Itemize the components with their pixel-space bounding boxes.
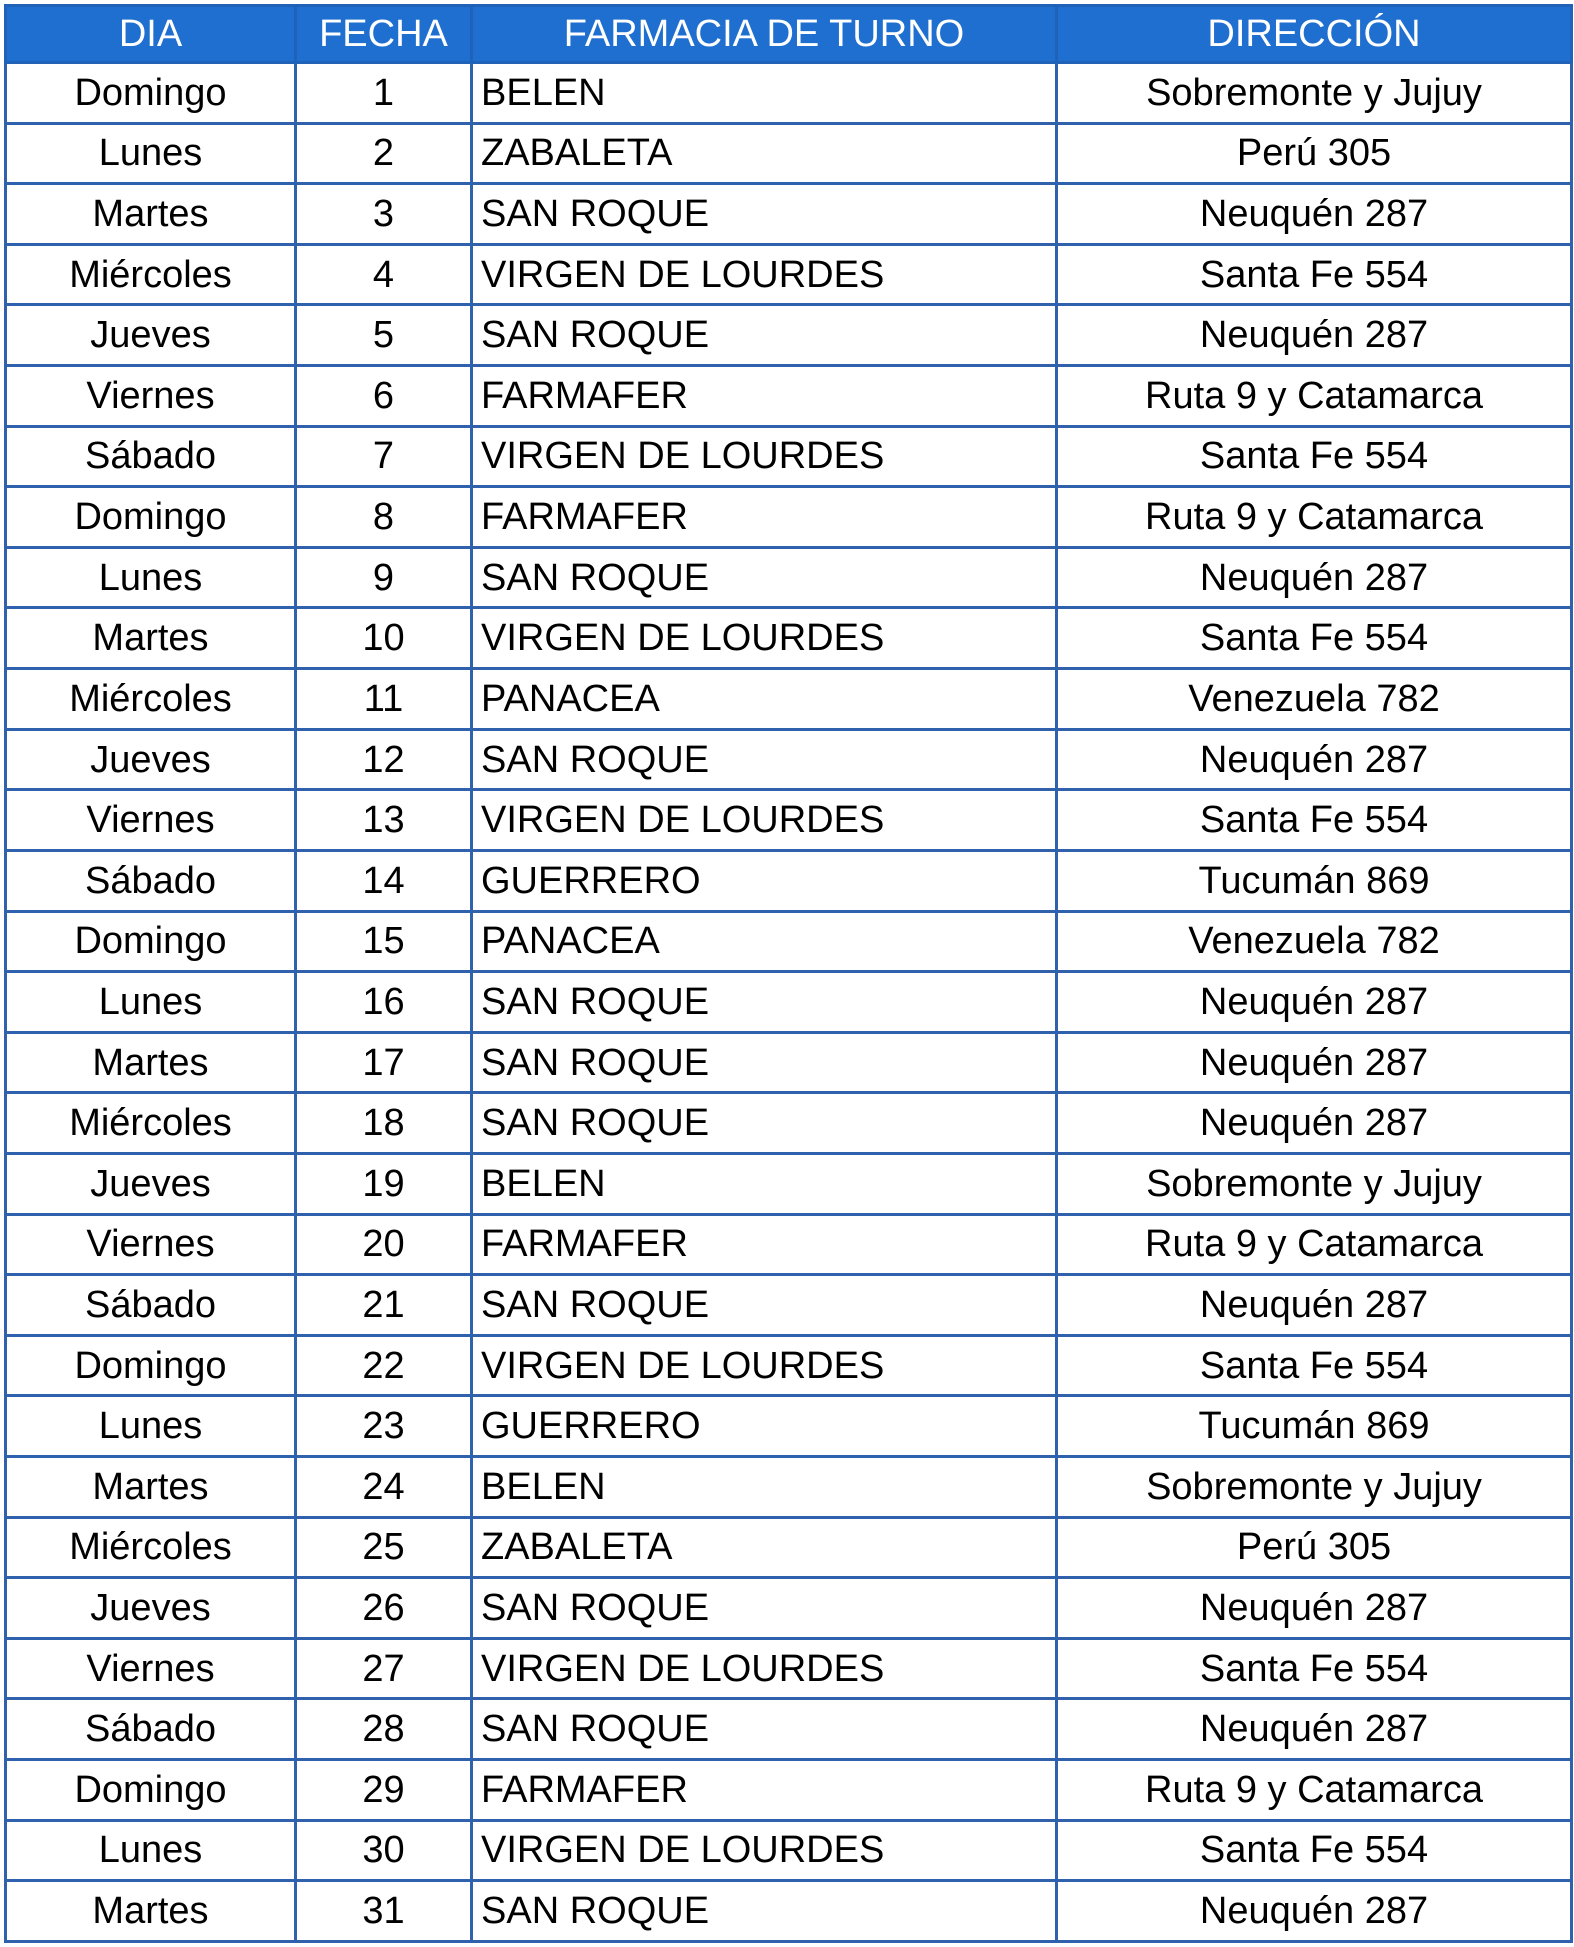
cell-dia: Jueves: [6, 1578, 296, 1639]
cell-fecha: 14: [296, 850, 472, 911]
cell-farmacia: VIRGEN DE LOURDES: [472, 1820, 1057, 1881]
cell-fecha: 24: [296, 1457, 472, 1518]
cell-direccion: Neuquén 287: [1057, 305, 1572, 366]
cell-farmacia: SAN ROQUE: [472, 547, 1057, 608]
cell-direccion: Sobremonte y Jujuy: [1057, 1153, 1572, 1214]
table-row: [6, 608, 1572, 669]
table-header: [6, 6, 1572, 63]
cell-farmacia: FARMAFER: [472, 1214, 1057, 1275]
cell-fecha: 5: [296, 305, 472, 366]
cell-fecha: 19: [296, 1153, 472, 1214]
cell-dia: Miércoles: [6, 1517, 296, 1578]
cell-dia: Lunes: [6, 972, 296, 1033]
cell-dia: Miércoles: [6, 244, 296, 305]
cell-farmacia: ZABALETA: [472, 1517, 1057, 1578]
cell-dia: Viernes: [6, 366, 296, 427]
cell-direccion: Ruta 9 y Catamarca: [1057, 366, 1572, 427]
cell-dia: Martes: [6, 1881, 296, 1942]
cell-direccion: Santa Fe 554: [1057, 1638, 1572, 1699]
table-row: [6, 305, 1572, 366]
table-row: [6, 1214, 1572, 1275]
cell-fecha: 16: [296, 972, 472, 1033]
cell-farmacia: ZABALETA: [472, 123, 1057, 184]
cell-direccion: Tucumán 869: [1057, 850, 1572, 911]
cell-dia: Martes: [6, 184, 296, 245]
cell-direccion: Neuquén 287: [1057, 184, 1572, 245]
cell-dia: Lunes: [6, 1396, 296, 1457]
table-row: [6, 1032, 1572, 1093]
cell-fecha: 15: [296, 911, 472, 972]
cell-farmacia: SAN ROQUE: [472, 729, 1057, 790]
cell-fecha: 23: [296, 1396, 472, 1457]
cell-fecha: 31: [296, 1881, 472, 1942]
cell-farmacia: SAN ROQUE: [472, 1275, 1057, 1336]
cell-fecha: 18: [296, 1093, 472, 1154]
table-row: [6, 669, 1572, 730]
cell-dia: Lunes: [6, 547, 296, 608]
header-dia: DIA: [6, 6, 296, 63]
cell-fecha: 2: [296, 123, 472, 184]
cell-direccion: Santa Fe 554: [1057, 426, 1572, 487]
cell-farmacia: VIRGEN DE LOURDES: [472, 1638, 1057, 1699]
cell-farmacia: VIRGEN DE LOURDES: [472, 790, 1057, 851]
table-row: [6, 487, 1572, 548]
header-row: [6, 6, 1572, 63]
cell-direccion: Ruta 9 y Catamarca: [1057, 1214, 1572, 1275]
cell-farmacia: VIRGEN DE LOURDES: [472, 608, 1057, 669]
cell-fecha: 21: [296, 1275, 472, 1336]
cell-fecha: 3: [296, 184, 472, 245]
table-row: [6, 1638, 1572, 1699]
cell-farmacia: SAN ROQUE: [472, 972, 1057, 1033]
cell-fecha: 1: [296, 63, 472, 124]
cell-dia: Viernes: [6, 1638, 296, 1699]
cell-direccion: Neuquén 287: [1057, 547, 1572, 608]
table-row: [6, 729, 1572, 790]
cell-fecha: 17: [296, 1032, 472, 1093]
table-row: [6, 244, 1572, 305]
table-row: [6, 911, 1572, 972]
cell-dia: Miércoles: [6, 1093, 296, 1154]
cell-farmacia: VIRGEN DE LOURDES: [472, 426, 1057, 487]
cell-direccion: Sobremonte y Jujuy: [1057, 63, 1572, 124]
cell-direccion: Neuquén 287: [1057, 1032, 1572, 1093]
cell-fecha: 10: [296, 608, 472, 669]
cell-fecha: 9: [296, 547, 472, 608]
cell-direccion: Tucumán 869: [1057, 1396, 1572, 1457]
cell-fecha: 30: [296, 1820, 472, 1881]
cell-dia: Viernes: [6, 1214, 296, 1275]
cell-farmacia: VIRGEN DE LOURDES: [472, 244, 1057, 305]
cell-direccion: Santa Fe 554: [1057, 790, 1572, 851]
cell-fecha: 11: [296, 669, 472, 730]
table-row: [6, 1820, 1572, 1881]
cell-direccion: Perú 305: [1057, 1517, 1572, 1578]
cell-farmacia: BELEN: [472, 1457, 1057, 1518]
cell-dia: Lunes: [6, 1820, 296, 1881]
cell-farmacia: SAN ROQUE: [472, 1881, 1057, 1942]
table-row: [6, 1760, 1572, 1821]
cell-direccion: Neuquén 287: [1057, 1275, 1572, 1336]
cell-farmacia: SAN ROQUE: [472, 305, 1057, 366]
cell-fecha: 13: [296, 790, 472, 851]
cell-direccion: Neuquén 287: [1057, 1578, 1572, 1639]
table-row: [6, 1881, 1572, 1942]
cell-dia: Jueves: [6, 1153, 296, 1214]
cell-fecha: 29: [296, 1760, 472, 1821]
cell-dia: Sábado: [6, 850, 296, 911]
cell-dia: Domingo: [6, 911, 296, 972]
cell-direccion: Neuquén 287: [1057, 1881, 1572, 1942]
cell-farmacia: FARMAFER: [472, 487, 1057, 548]
cell-dia: Martes: [6, 1032, 296, 1093]
cell-dia: Domingo: [6, 1760, 296, 1821]
cell-direccion: Venezuela 782: [1057, 911, 1572, 972]
cell-fecha: 4: [296, 244, 472, 305]
cell-farmacia: SAN ROQUE: [472, 1093, 1057, 1154]
cell-farmacia: BELEN: [472, 63, 1057, 124]
cell-farmacia: SAN ROQUE: [472, 1032, 1057, 1093]
cell-farmacia: SAN ROQUE: [472, 184, 1057, 245]
table-row: [6, 850, 1572, 911]
cell-farmacia: FARMAFER: [472, 366, 1057, 427]
cell-dia: Domingo: [6, 487, 296, 548]
header-direccion: DIRECCIÓN: [1057, 6, 1572, 63]
cell-fecha: 27: [296, 1638, 472, 1699]
cell-direccion: Neuquén 287: [1057, 1699, 1572, 1760]
cell-direccion: Sobremonte y Jujuy: [1057, 1457, 1572, 1518]
cell-dia: Viernes: [6, 790, 296, 851]
cell-dia: Sábado: [6, 426, 296, 487]
cell-farmacia: GUERRERO: [472, 1396, 1057, 1457]
cell-fecha: 12: [296, 729, 472, 790]
cell-fecha: 26: [296, 1578, 472, 1639]
table-row: [6, 184, 1572, 245]
table-row: [6, 123, 1572, 184]
cell-farmacia: SAN ROQUE: [472, 1699, 1057, 1760]
table-row: [6, 547, 1572, 608]
cell-direccion: Santa Fe 554: [1057, 244, 1572, 305]
table-row: [6, 63, 1572, 124]
cell-farmacia: FARMAFER: [472, 1760, 1057, 1821]
cell-dia: Domingo: [6, 63, 296, 124]
cell-direccion: Santa Fe 554: [1057, 608, 1572, 669]
cell-fecha: 25: [296, 1517, 472, 1578]
cell-farmacia: SAN ROQUE: [472, 1578, 1057, 1639]
cell-dia: Lunes: [6, 123, 296, 184]
cell-direccion: Neuquén 287: [1057, 729, 1572, 790]
cell-farmacia: VIRGEN DE LOURDES: [472, 1335, 1057, 1396]
cell-direccion: Neuquén 287: [1057, 972, 1572, 1033]
cell-dia: Martes: [6, 608, 296, 669]
cell-farmacia: PANACEA: [472, 669, 1057, 730]
cell-dia: Jueves: [6, 729, 296, 790]
cell-dia: Sábado: [6, 1275, 296, 1336]
cell-fecha: 7: [296, 426, 472, 487]
cell-fecha: 20: [296, 1214, 472, 1275]
cell-dia: Miércoles: [6, 669, 296, 730]
cell-direccion: Santa Fe 554: [1057, 1820, 1572, 1881]
cell-dia: Domingo: [6, 1335, 296, 1396]
table-row: [6, 426, 1572, 487]
table-row: [6, 1396, 1572, 1457]
cell-fecha: 6: [296, 366, 472, 427]
cell-direccion: Perú 305: [1057, 123, 1572, 184]
table-row: [6, 972, 1572, 1033]
cell-direccion: Ruta 9 y Catamarca: [1057, 1760, 1572, 1821]
table-row: [6, 1335, 1572, 1396]
cell-direccion: Neuquén 287: [1057, 1093, 1572, 1154]
cell-dia: Jueves: [6, 305, 296, 366]
table-row: [6, 1093, 1572, 1154]
table-row: [6, 1153, 1572, 1214]
table-row: [6, 1517, 1572, 1578]
table-row: [6, 1275, 1572, 1336]
cell-direccion: Santa Fe 554: [1057, 1335, 1572, 1396]
header-fecha: FECHA: [296, 6, 472, 63]
table-body: [6, 63, 1572, 1942]
cell-fecha: 28: [296, 1699, 472, 1760]
cell-direccion: Ruta 9 y Catamarca: [1057, 487, 1572, 548]
table-row: [6, 1699, 1572, 1760]
table-row: [6, 790, 1572, 851]
cell-farmacia: GUERRERO: [472, 850, 1057, 911]
cell-fecha: 22: [296, 1335, 472, 1396]
cell-fecha: 8: [296, 487, 472, 548]
cell-direccion: Venezuela 782: [1057, 669, 1572, 730]
table-row: [6, 366, 1572, 427]
pharmacy-duty-table: [4, 4, 1573, 1943]
table-row: [6, 1457, 1572, 1518]
cell-dia: Sábado: [6, 1699, 296, 1760]
cell-farmacia: BELEN: [472, 1153, 1057, 1214]
cell-dia: Martes: [6, 1457, 296, 1518]
table-row: [6, 1578, 1572, 1639]
header-farmacia: FARMACIA DE TURNO: [472, 6, 1057, 63]
cell-farmacia: PANACEA: [472, 911, 1057, 972]
